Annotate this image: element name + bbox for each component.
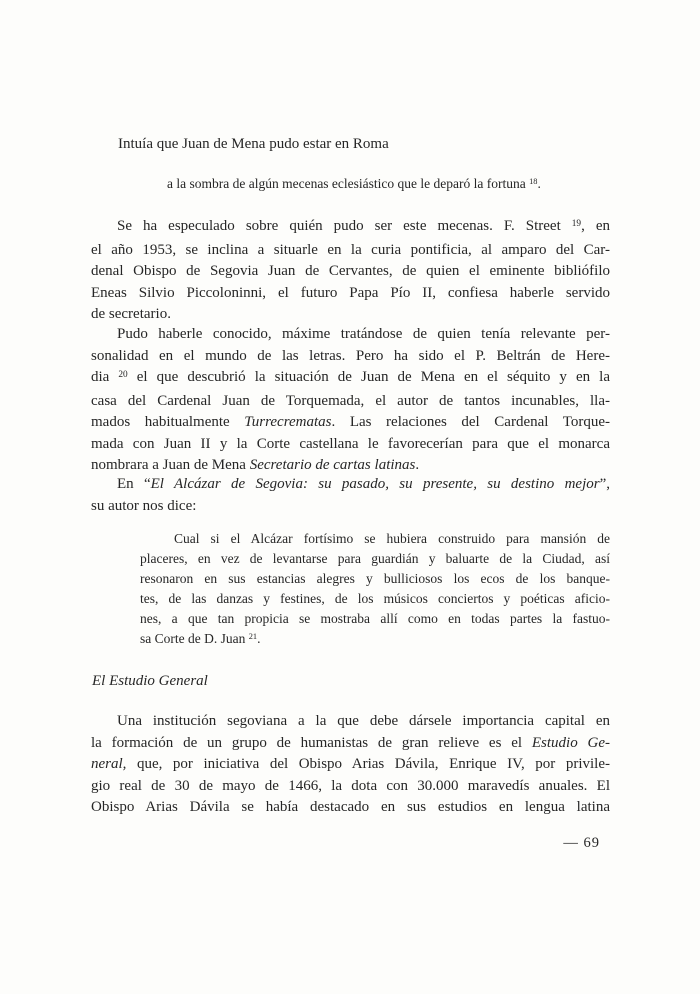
text-segment: su autor nos dice:	[91, 497, 197, 514]
text-line	[140, 629, 610, 651]
text-line	[91, 474, 610, 496]
text-line	[91, 434, 610, 456]
paragraph-2	[91, 324, 610, 477]
text-segment: , en	[581, 218, 610, 234]
text-segment: sonalidad en el mundo de las letras. Pero ha sido el P. Beltrán de Here-	[91, 347, 610, 364]
text-line	[91, 283, 610, 305]
text-segment: Una institución segoviana a la que debe dársele importancia capital en	[117, 713, 610, 729]
text-line	[91, 240, 610, 262]
text-segment: .	[257, 631, 261, 646]
text-line	[91, 216, 610, 240]
text-line	[91, 346, 610, 368]
text-segment: sa Corte de D. Juan	[140, 631, 249, 646]
text-segment: resonaron en sus estancias alegres y bulliciosos los ecos de los banque-	[140, 571, 610, 586]
text-segment: dia	[91, 369, 119, 385]
text-segment: placeres, en vez de levantarse para guardián y baluarte de la Ciudad, así	[140, 551, 610, 566]
text-segment: mados habitualmente	[91, 414, 245, 430]
text-segment: que, por iniciativa del Obispo Arias Dávila, Enrique IV, por privile-	[126, 756, 610, 772]
text-line	[91, 496, 610, 518]
paragraph-3	[91, 474, 610, 517]
text-line	[167, 174, 587, 196]
text-segment: .	[415, 457, 420, 473]
text-segment: el año 1953, se inclina a situarle en la curia pontificia, al amparo del Car-	[91, 241, 610, 258]
text-line	[91, 711, 610, 733]
text-segment: gio real de 30 de mayo de 1466, la dota con 30.000 maravedís anuales. El	[91, 777, 610, 794]
text-line	[140, 529, 610, 549]
text-line	[91, 797, 610, 819]
text-segment: neral,	[91, 756, 127, 772]
text-line	[140, 549, 610, 569]
text-line	[91, 261, 610, 283]
text-line	[91, 754, 610, 776]
text-segment: Cual si el Alcázar fortísimo se hubiera construido para mansión de	[174, 531, 610, 546]
text-line	[140, 589, 610, 609]
text-segment: denal Obispo de Segovia Juan de Cervantes, de quien el eminente bibliófilo	[91, 263, 610, 279]
text-segment: En “	[117, 476, 151, 492]
text-line	[91, 391, 610, 413]
text-segment: de secretario.	[91, 306, 171, 322]
text-segment: Secretario de cartas latinas	[249, 457, 416, 473]
text-line	[140, 569, 610, 589]
text-segment: El Alcázar de Segovia: su pasado, su presente, su destino mejor	[150, 476, 600, 492]
text-segment: Obispo Arias Dávila se había destacado en sus estudios en lengua latina	[91, 799, 610, 815]
block-quote	[140, 529, 610, 651]
paragraph-4	[91, 711, 610, 819]
text-segment: la formación de un grupo de humanistas de gran relieve es el	[91, 734, 532, 751]
text-segment: mada con Juan II y la Corte castellana le favorecerían para que el monarca	[91, 435, 610, 452]
text-segment: ”,	[599, 476, 610, 492]
text-segment: .	[537, 176, 541, 191]
footnote-marker: 21	[248, 631, 258, 641]
footnote-marker: 18	[529, 176, 538, 186]
text-line	[91, 304, 610, 326]
text-segment: tes, de las danzas y festines, de los músicos conciertos y poéticas aficio-	[140, 591, 610, 606]
text-segment: a la sombra de algún mecenas eclesiástico que le deparó la fortuna	[167, 176, 530, 191]
text-line	[91, 776, 610, 798]
paragraph-1	[91, 216, 610, 326]
text-segment: Estudio Ge-	[531, 734, 611, 751]
footnote-marker: 20	[118, 369, 128, 380]
page-number: — 69	[563, 835, 600, 851]
text-segment: . Las relaciones del Cardenal Torque-	[331, 414, 610, 430]
text-segment: nes, a que tan propicia se mostraba allí como en todas partes la fastuo-	[140, 611, 610, 626]
text-segment: nombrara a Juan de Mena	[91, 457, 250, 473]
text-segment: Turrecrematas	[244, 414, 332, 430]
text-segment: Se ha especulado sobre quién pudo ser este mecenas. F. Street	[117, 218, 572, 234]
text-line	[140, 609, 610, 629]
text-line	[91, 733, 610, 755]
text-segment: Pudo haberle conocido, máxime tratándose de quien tenía relevante per-	[117, 326, 610, 342]
text-segment: el que descubrió la situación de Juan de Mena en el séquito y en la	[127, 369, 611, 385]
opening-line: Intuía que Juan de Mena pudo estar en Roma	[118, 136, 389, 152]
text-segment: casa del Cardenal Juan de Torquemada, el autor de tantos incunables, lla-	[91, 392, 610, 409]
footnote-marker: 19	[571, 218, 582, 229]
section-heading: El Estudio General	[92, 673, 208, 689]
text-line	[91, 412, 610, 434]
text-segment: Eneas Silvio Piccoloninni, el futuro Papa Pío II, confiesa haberle servido	[91, 284, 610, 301]
text-line	[91, 324, 610, 346]
text-line	[91, 367, 610, 391]
footnote-excerpt-1	[167, 174, 587, 196]
